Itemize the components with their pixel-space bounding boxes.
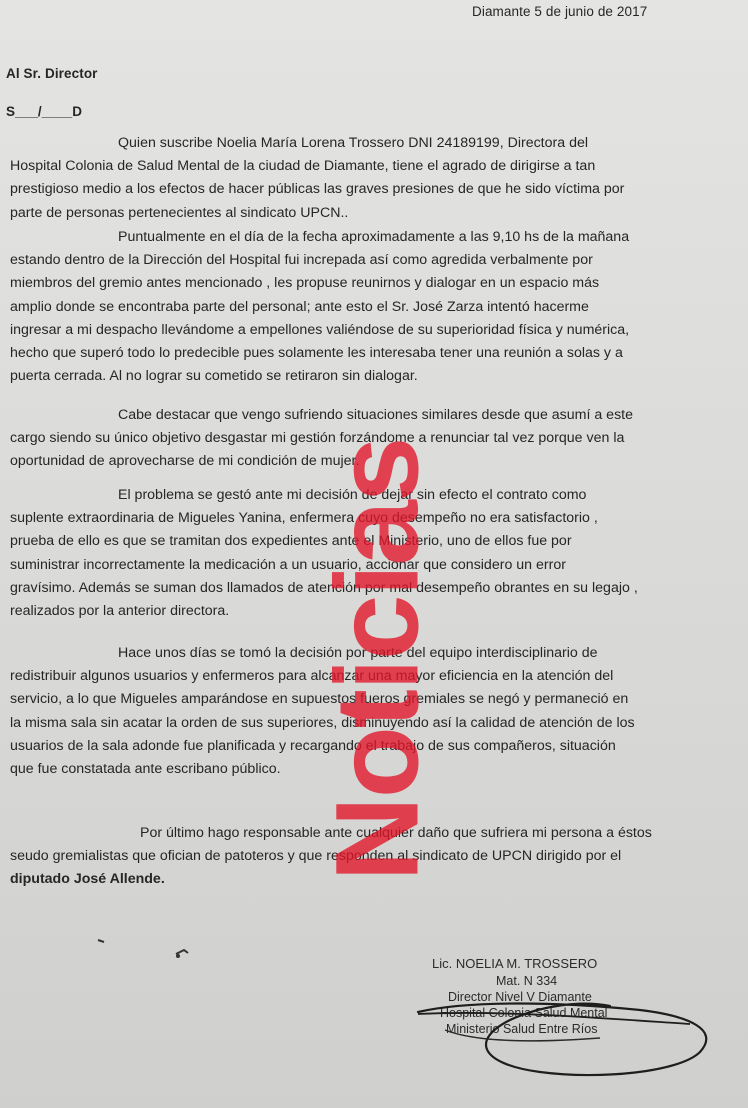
paragraph-line: Por último hago responsable ante cualquier daño que sufriera mi persona a éstos	[140, 825, 652, 841]
letter-salutation: S___/____D	[6, 104, 83, 119]
paragraph-line: Cabe destacar que vengo sufriendo situaciones similares desde que asumí a este	[118, 407, 633, 423]
paragraph-line: Puntualmente en el día de la fecha aproximadamente a las 9,10 hs de la mañana	[118, 229, 630, 245]
paragraph-line: que fue constatada ante escribano público.	[10, 760, 281, 777]
signature-name: Lic. NOELIA M. TROSSERO	[432, 956, 598, 971]
paragraph-line: servicio, a lo que Migueles amparándose en supuestos fueros gremiales se negó y permaneció en	[10, 691, 629, 708]
paragraph-line: realizados por la anterior directora.	[10, 602, 230, 619]
paragraph-line: ingresar a mi despacho llevándome a empellones valiéndose de su superioridad física y numérica,	[10, 321, 630, 338]
paragraph-line: prestigioso medio a los efectos de hacer públicas las graves presiones de que he sido víctima por	[10, 181, 625, 198]
signature-mat: Mat. N 334	[496, 974, 558, 988]
paragraph-line: Hace unos días se tomó la decisión por parte del equipo interdisciplinario de	[118, 645, 598, 661]
paragraph-line: parte de personas pertenecientes al sindicato UPCN..	[10, 204, 349, 221]
paragraph-line: seudo gremialistas que ofician de patoteros y que responden al sindicato de UPCN dirigido por el	[10, 848, 622, 865]
paragraph-line: diputado José Allende.	[10, 871, 165, 888]
paragraph-line: hecho que superó todo lo predecible pues solamente les interesaba tener una reunión a solas y a	[10, 344, 623, 361]
paragraph-line: Quien suscribe Noelia María Lorena Trossero DNI 24189199, Directora del	[118, 135, 589, 151]
paragraph-line: suplente extraordinaria de Migueles Yanina, enfermera cuyo desempeño no era satisfactorio ,	[10, 510, 598, 527]
paragraph-line: amplio donde se encontraba parte del personal; ante esto el Sr. José Zarza intentó hacerme	[10, 298, 589, 315]
paragraph-line: gravísimo. Además se suman dos llamados de atención por mal desempeño obrantes en su legajo ,	[10, 579, 638, 596]
paragraph-line: El problema se gestó ante mi decisión de dejar sin efecto el contrato como	[118, 487, 587, 503]
paragraph-line: usuarios de la sala adonde fue planificada y recargando el trabajo de sus compañeros, situación	[10, 737, 616, 754]
paragraph-line: cargo siendo su único objetivo desgastar mi gestión forzándome a renunciar tal vez porque ven la	[10, 430, 625, 447]
paragraph-line: estando dentro de la Dirección del Hospital fui increpada así como agredida verbalmente por	[10, 252, 593, 269]
paragraph-line: oportunidad de aprovecharse de mi condición de mujer.	[10, 453, 360, 470]
letter-addressee: Al Sr. Director	[6, 66, 98, 81]
paragraph-line: prueba de ello es que se tramitan dos expedientes ante el Ministerio, uno de ellos fue por	[10, 533, 572, 550]
letter-date: Diamante 5 de junio de 2017	[472, 4, 648, 19]
paragraph-line: redistribuir algunos usuarios y enfermeros para alcanzar una mayor eficiencia en la atención del	[10, 668, 614, 685]
paragraph-line: puerta cerrada. Al no lograr su cometido se retiraron sin dialogar.	[10, 368, 418, 385]
signature-hospital: Hospital Colonia Salud Mental	[440, 1006, 608, 1020]
signature-ministry: Ministerio Salud Entre Ríos	[446, 1022, 598, 1036]
paragraph-line: Hospital Colonia de Salud Mental de la ciudad de Diamante, tiene el agrado de dirigirse a tan	[10, 158, 596, 175]
paragraph-line: miembros del gremio antes mencionado , les propuse reunirnos y dialogar en un espacio más	[10, 275, 600, 292]
watermark-text: Noticias	[312, 438, 445, 882]
signature-role: Director Nivel V Diamante	[448, 990, 592, 1004]
paragraph-line: suministrar incorrectamente la medicación a un usuario, accionar que considero un error	[10, 556, 566, 573]
paragraph-line: la misma sala sin acatar la orden de sus superiores, disminuyendo así la calidad de atención de los	[10, 714, 635, 731]
